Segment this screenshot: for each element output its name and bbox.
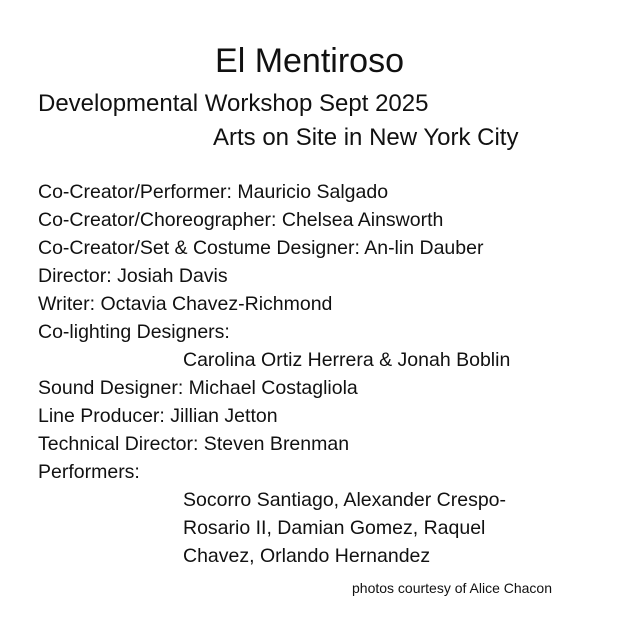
credit-line: Technical Director: Steven Brenman [38,433,350,455]
credit-line: Co-Creator/Set & Costume Designer: An-lin Dauber [38,237,484,259]
credit-line-indented: Rosario II, Damian Gomez, Raquel [183,517,486,539]
credit-line-indented: Carolina Ortiz Herrera & Jonah Boblin [183,349,511,371]
credit-line: Co-Creator/Performer: Mauricio Salgado [38,181,389,203]
credit-line-indented: Chavez, Orlando Hernandez [183,545,431,567]
credit-line: Writer: Octavia Chavez-Richmond [38,293,333,315]
credit-line: Performers: [38,461,140,483]
credit-line-indented: Socorro Santiago, Alexander Crespo- [183,489,507,511]
photo-credit: photos courtesy of Alice Chacon [352,580,553,596]
venue-subtitle: Arts on Site in New York City [213,124,519,151]
page-title: El Mentiroso [215,42,404,80]
workshop-subtitle: Developmental Workshop Sept 2025 [38,90,429,117]
credit-line: Co-lighting Designers: [38,321,230,343]
credit-line: Line Producer: Jillian Jetton [38,405,278,427]
credit-line: Co-Creator/Choreographer: Chelsea Ainsworth [38,209,444,231]
credit-line: Director: Josiah Davis [38,265,228,287]
credit-line: Sound Designer: Michael Costagliola [38,377,358,399]
